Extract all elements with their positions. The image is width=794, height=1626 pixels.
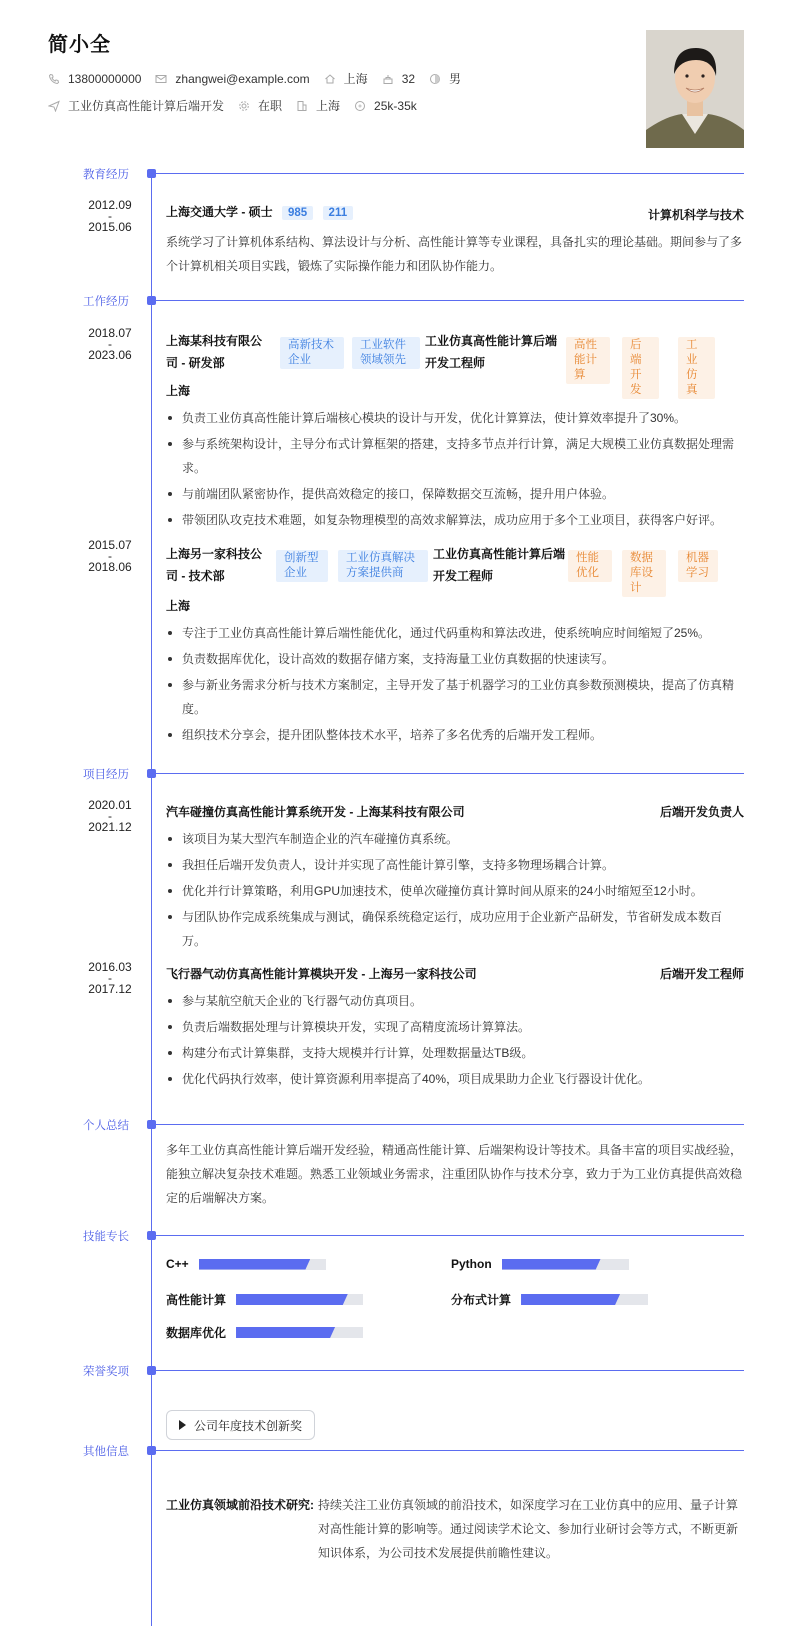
date-separator: - [108,337,112,351]
position-tag: 数据库设计 [622,550,666,597]
work-location: 上海 [166,599,191,613]
company-tag: 工业软件领域领先 [352,337,420,369]
position-tag: 机器学习 [678,550,718,582]
phone-item [48,72,141,86]
list-item: 组织技术分享会，提升团队整体技术水平，培养了多名优秀的后端开发工程师。 [166,723,744,747]
list-item: 该项目为某大型汽车制造企业的汽车碰撞仿真系统。 [166,827,744,851]
phone-text: 13800000000 [68,71,142,86]
section-divider [156,1450,744,1451]
skill-bar [236,1294,363,1305]
section-title-projects: 项目经历 [83,769,129,781]
section-marker [147,1446,156,1455]
age-item [382,72,415,86]
list-item: 参与新业务需求分析与技术方案制定，主导开发了基于机器学习的工业仿真参数预测模块，提高了仿真精度。 [166,673,744,721]
gender-text: 男 [449,72,462,86]
project-bullets [166,827,744,955]
skill-bar-fill [502,1259,601,1270]
skill-item [451,1257,629,1271]
other-label: 工业仿真领域前沿技术研究: [166,1498,314,1512]
section-divider [156,1370,744,1371]
section-title-education: 教育经历 [83,169,129,181]
profile-photo [646,30,744,148]
gear-icon [238,100,250,112]
skill-name: Python [451,1257,492,1271]
list-item: 参与某航空航天企业的飞行器气动仿真项目。 [166,989,744,1013]
date-separator: - [108,971,112,985]
project-start: 2016.03 [88,960,132,974]
education-header [166,203,353,220]
section-divider [156,300,744,301]
list-item: 优化并行计算策略，利用GPU加速技术，使单次碰撞仿真计算时间从原来的24小时缩短至12小时。 [166,879,744,903]
position-tag: 工业仿真 [678,337,715,399]
skill-bar-fill [236,1327,335,1338]
timeline-spine [151,178,152,1626]
gender-icon [429,73,441,85]
education-date [80,198,140,234]
section-title-skills: 技能专长 [83,1231,129,1243]
skill-bar-fill [236,1294,348,1305]
email-text: zhangwei@example.com [175,71,310,86]
skill-item [166,1324,363,1341]
salary-text: 25k-35k [374,98,417,113]
education-end: 2015.06 [88,220,132,234]
skill-name: C++ [166,1257,189,1271]
list-item: 与前端团队紧密协作，提供高效稳定的接口，保障数据交互流畅，提升用户体验。 [166,482,744,506]
building-icon [296,100,308,112]
city-text: 上海 [343,72,368,86]
list-item: 我担任后端开发负责人，设计并实现了高性能计算引擎，支持多物理场耦合计算。 [166,853,744,877]
date-separator: - [108,209,112,223]
education-start: 2012.09 [88,198,132,212]
target-job-item [48,97,224,114]
project-start: 2020.01 [88,798,132,812]
skill-name: 数据库优化 [166,1326,227,1340]
work-position: 工业仿真高性能计算后端开发工程师 [425,334,558,370]
status-item [238,97,282,114]
position-tag: 后端开发 [622,337,659,399]
section-divider [156,773,744,774]
school-name: 上海交通大学 - 硕士 [166,205,273,219]
candidate-name: 简小全 [48,34,111,56]
school-tag: 211 [323,206,354,220]
work-start: 2018.07 [88,326,132,340]
section-divider [156,173,744,174]
school-tag: 985 [282,206,313,220]
section-title-other: 其他信息 [83,1446,129,1458]
list-item: 负责工业仿真高性能计算后端核心模块的设计与开发，优化计算算法，使计算效率提升了30%。 [166,406,744,430]
work-company: 上海某科技有限公司 - 研发部 [166,334,263,370]
work-company: 上海另一家科技公司 - 技术部 [166,547,263,583]
award-label: 公司年度技术创新奖 [194,1418,303,1433]
company-tag: 工业仿真解决方案提供商 [338,550,428,582]
work-position: 工业仿真高性能计算后端开发工程师 [433,547,566,583]
cake-icon [382,73,394,85]
email-item [155,72,309,86]
age-text: 32 [401,71,416,86]
company-tag: 高新技术企业 [280,337,344,369]
other-text: 持续关注工业仿真领域的前沿技术，如深度学习在工业仿真中的应用、量子计算对高性能计算的影响等。通过阅读学术论文、参加行业研讨会等方式，不断更新知识体系，为公司技术发展提供前瞻性建议。 [318,1498,739,1560]
work-bullets [166,621,744,749]
skill-item [451,1291,648,1308]
list-item: 专注于工业仿真高性能计算后端性能优化，通过代码重构和算法改进，使系统响应时间缩短了25%。 [166,621,744,645]
status-text: 在职 [258,99,283,113]
section-marker [147,1120,156,1129]
skill-bar [521,1294,648,1305]
education-major: 计算机科学与技术 [647,208,744,222]
intention-row [48,97,431,114]
skill-item [166,1291,363,1308]
position-tag: 高性能计算 [566,337,610,384]
work-date [80,326,140,362]
work-location: 上海 [166,384,191,398]
section-marker [147,769,156,778]
skill-item [166,1257,326,1271]
list-item: 带领团队攻克技术难题，如复杂物理模型的高效求解算法，成功应用于多个工业项目，获得客户好评。 [166,508,744,532]
list-item: 负责数据库优化，设计高效的数据存储方案，支持海量工业仿真数据的快速读写。 [166,647,744,671]
skill-name: 高性能计算 [166,1293,227,1307]
skill-bar [502,1259,629,1270]
skill-bar-fill [199,1259,311,1270]
skill-bar-fill [521,1294,620,1305]
project-role: 后端开发负责人 [659,805,744,819]
project-end: 2017.12 [88,982,132,996]
list-item: 负责后端数据处理与计算模块开发，实现了高精度流场计算算法。 [166,1015,744,1039]
phone-icon [48,73,60,85]
position-tag: 性能优化 [568,550,612,582]
list-item: 构建分布式计算集群，支持大规模并行计算，处理数据量达TB级。 [166,1041,744,1065]
skill-bar [236,1327,363,1338]
date-separator: - [108,809,112,823]
section-divider [156,1124,744,1125]
coin-icon [354,100,366,112]
section-marker [147,1231,156,1240]
education-description: 系统学习了计算机体系结构、算法设计与分析、高性能计算等专业课程，具备扎实的理论基础。期间参与了多个计算机相关项目实践，锻炼了实际操作能力和团队协作能力。 [166,235,743,273]
summary-text: 多年工业仿真高性能计算后端开发经验，精通高性能计算、后端架构设计等技术。具备丰富的项目实战经验，能独立解决复杂技术难题。熟悉工业领域业务需求，注重团队协作与技术分享，致力于为工业仿真提供高效稳定的后端解决方案。 [166,1143,743,1205]
target-city-item [296,97,340,114]
send-icon [48,100,60,112]
skill-bar [199,1259,326,1270]
contact-row [48,70,475,87]
city-item [324,70,368,87]
project-date [80,960,140,996]
project-end: 2021.12 [88,820,132,834]
play-icon [179,1420,186,1430]
section-divider [156,1235,744,1236]
list-item: 优化代码执行效率，使计算资源利用率提高了40%，项目成果助力企业飞行器设计优化。 [166,1067,744,1091]
home-icon [324,73,336,85]
project-role: 后端开发工程师 [659,967,744,981]
date-separator: - [108,549,112,563]
list-item: 参与系统架构设计，主导分布式计算框架的搭建，支持多节点并行计算，满足大规模工业仿真数据处理需求。 [166,432,744,480]
gender-item [429,70,461,87]
list-item: 与团队协作完成系统集成与测试，确保系统稳定运行，成功应用于企业新产品研发，节省研发成本数百万。 [166,905,744,953]
mail-icon [155,73,167,85]
project-date [80,798,140,834]
section-title-summary: 个人总结 [83,1120,129,1132]
work-bullets [166,406,744,534]
section-marker [147,296,156,305]
salary-item [354,99,417,113]
company-tag: 创新型企业 [276,550,328,582]
section-marker [147,1366,156,1375]
work-end: 2023.06 [88,348,132,362]
target-job-text: 工业仿真高性能计算后端开发 [68,99,225,113]
award-item[interactable] [166,1410,315,1440]
section-title-awards: 荣誉奖项 [83,1366,129,1378]
work-end: 2018.06 [88,560,132,574]
work-date [80,538,140,574]
project-bullets [166,989,744,1093]
project-title: 汽车碰撞仿真高性能计算系统开发 - 上海某科技有限公司 [166,805,465,819]
target-city-text: 上海 [316,99,341,113]
project-title: 飞行器气动仿真高性能计算模块开发 - 上海另一家科技公司 [166,967,477,981]
section-title-work: 工作经历 [83,296,129,308]
skill-name: 分布式计算 [451,1293,512,1307]
work-start: 2015.07 [88,538,132,552]
section-marker [147,169,156,178]
